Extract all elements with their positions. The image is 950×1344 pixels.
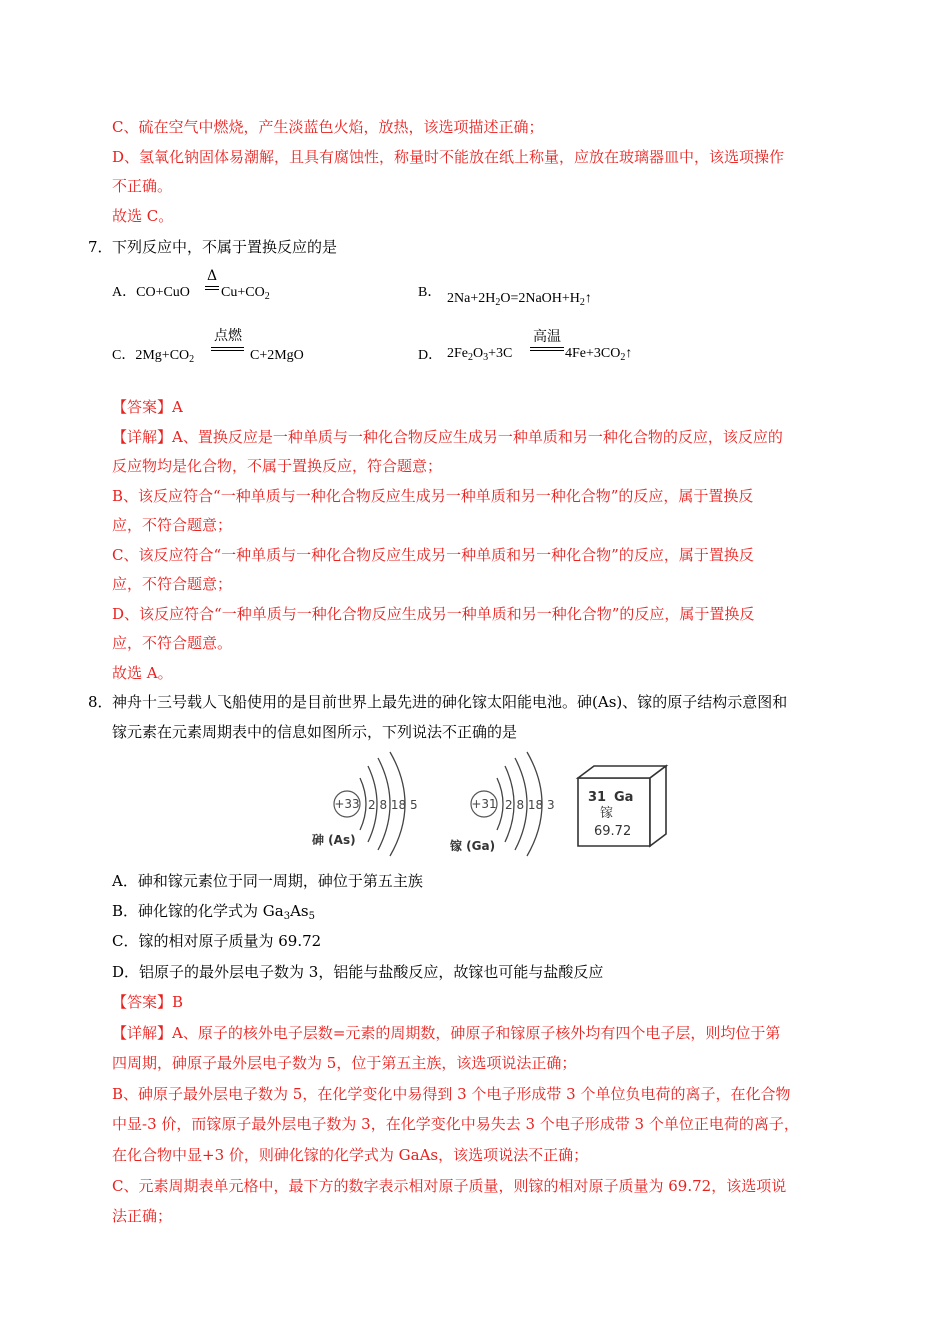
prev-option-d-explanation-line2: 不正确。 <box>112 177 173 195</box>
q7-option-d-equals-bar <box>530 347 564 351</box>
gallium-atom-diagram <box>450 752 555 856</box>
q7-detail-b-line2: 应，不符合题意； <box>112 516 233 534</box>
q7-option-c-condition: 点燃 <box>214 328 242 344</box>
q7-option-a <box>112 284 190 302</box>
q7-option-d-label: D． <box>418 348 443 363</box>
q8-option-c: C．镓的相对原子质量为 69.72 <box>112 932 322 950</box>
q7-option-d-right: $4Fe+3CO_2↑$ <box>565 346 633 363</box>
q7-detail-c-line1: C、该反应符合“一种单质与一种化合物反应生成另一种单质和另一种化合物”的反应，属于置换反 <box>112 546 754 564</box>
gallium-atomic-number: 31 <box>588 790 607 805</box>
q8-number: 8． <box>88 693 113 711</box>
q7-stem: 下列反应中，不属于置换反应的是 <box>112 238 338 256</box>
q7-option-d-condition: 高温 <box>533 329 561 345</box>
q8-detail-b-line1: B、砷原子最外层电子数为 5，在化学变化中易得到 3 个电子形成带 3 个单位负电荷的离子，在化合物 <box>112 1085 791 1103</box>
atomic-structure-figure <box>300 750 700 860</box>
q8-answer: 【答案】B <box>112 993 184 1011</box>
q7-option-a-left: CO+CuO <box>136 285 190 300</box>
periodic-table-cell-gallium <box>578 766 666 846</box>
q8-detail-b-line2: 中显-3 价，而镓原子最外层电子数为 3，在化学变化中易失去 3 个电子形成带 3 个单位正电荷的离子， <box>112 1115 799 1133</box>
arsenic-shell-electrons: 2 8 18 5 <box>368 798 418 812</box>
gallium-shell-electrons: 2 8 18 3 <box>505 798 555 812</box>
q7-detail-d-line1: D、该反应符合“一种单质与一种化合物反应生成另一种单质和另一种化合物”的反应，属于置换反 <box>112 605 755 623</box>
q8-detail-a-line1: 【详解】A、原子的核外电子层数=元素的周期数，砷原子和镓原子核外均有四个电子层，则均位于第 <box>112 1024 781 1042</box>
q7-option-a-label: A． <box>112 285 137 300</box>
prev-final-answer: 故选 C。 <box>112 207 174 225</box>
gallium-name: 镓 <box>600 806 614 821</box>
q8-stem-line1: 神舟十三号载人飞船使用的是目前世界上最先进的砷化镓太阳能电池。砷(As)、镓的原子结构示意图和 <box>112 693 788 711</box>
arsenic-label: 砷 (As) <box>312 833 356 847</box>
q7-detail-a-line1: 【详解】A、置换反应是一种单质与一种化合物反应生成另一种单质和另一种化合物的反应，该反应的 <box>112 428 783 446</box>
gallium-atomic-mass: 69.72 <box>594 824 632 839</box>
q7-option-a-condition: Δ <box>206 268 218 284</box>
q8-option-a: A．砷和镓元素位于同一周期，砷位于第五主族 <box>112 872 423 890</box>
q7-option-b-equation: $2Na+2H_2O=2NaOH+H_2↑$ <box>447 291 592 308</box>
arsenic-atom-diagram <box>312 752 418 856</box>
q7-option-a-equals-bar <box>205 286 219 290</box>
gallium-nucleus-charge: +31 <box>471 797 497 811</box>
prev-option-c-explanation: C、硫在空气中燃烧，产生淡蓝色火焰，放热，该选项描述正确； <box>112 118 544 136</box>
q7-answer: 【答案】A <box>112 398 183 416</box>
q7-option-c: C．$2Mg+CO_2$ <box>112 348 195 365</box>
q8-option-b: B．砷化镓的化学式为 $Ga_3As_5$ <box>112 902 315 922</box>
q8-option-d: D．铝原子的最外层电子数为 3，铝能与盐酸反应，故镓也可能与盐酸反应 <box>112 963 604 981</box>
q7-detail-d-line2: 应，不符合题意。 <box>112 634 233 652</box>
arsenic-nucleus-charge: +33 <box>334 797 360 811</box>
gallium-symbol: Ga <box>614 790 634 805</box>
q7-option-a-right: $Cu+CO_2$ <box>221 285 270 302</box>
q7-number: 7． <box>88 238 113 256</box>
q8-detail-a-line2: 四周期，砷原子最外层电子数为 5，位于第五主族，该选项说法正确； <box>112 1054 577 1072</box>
q7-option-c-right: C+2MgO <box>250 348 304 363</box>
q7-option-d-left: $2Fe_2O_3+3C$ <box>447 346 513 363</box>
prev-option-d-explanation-line1: D、氢氧化钠固体易潮解，且具有腐蚀性，称量时不能放在纸上称量，应放在玻璃器皿中，该选项操作 <box>112 148 785 166</box>
q7-option-b-label: B． <box>418 285 442 300</box>
q7-final-answer: 故选 A。 <box>112 664 173 682</box>
q7-option-c-equals-bar <box>211 347 244 351</box>
q8-detail-c-line1: C、元素周期表单元格中，最下方的数字表示相对原子质量，则镓的相对原子质量为 69.72，该选项说 <box>112 1177 787 1195</box>
q8-stem-line2: 镓元素在元素周期表中的信息如图所示，下列说法不正确的是 <box>112 723 518 741</box>
q7-detail-b-line1: B、该反应符合“一种单质与一种化合物反应生成另一种单质和另一种化合物”的反应，属于置换反 <box>112 487 754 505</box>
gallium-label: 镓 (Ga) <box>450 839 496 853</box>
q8-detail-c-line2: 法正确； <box>112 1207 173 1225</box>
q7-detail-c-line2: 应，不符合题意； <box>112 575 233 593</box>
q8-detail-b-line3: 在化合物中显+3 价，则砷化镓的化学式为 GaAs，该选项说法不正确； <box>112 1146 589 1164</box>
q7-detail-a-line2: 反应物均是化合物，不属于置换反应，符合题意； <box>112 457 443 475</box>
